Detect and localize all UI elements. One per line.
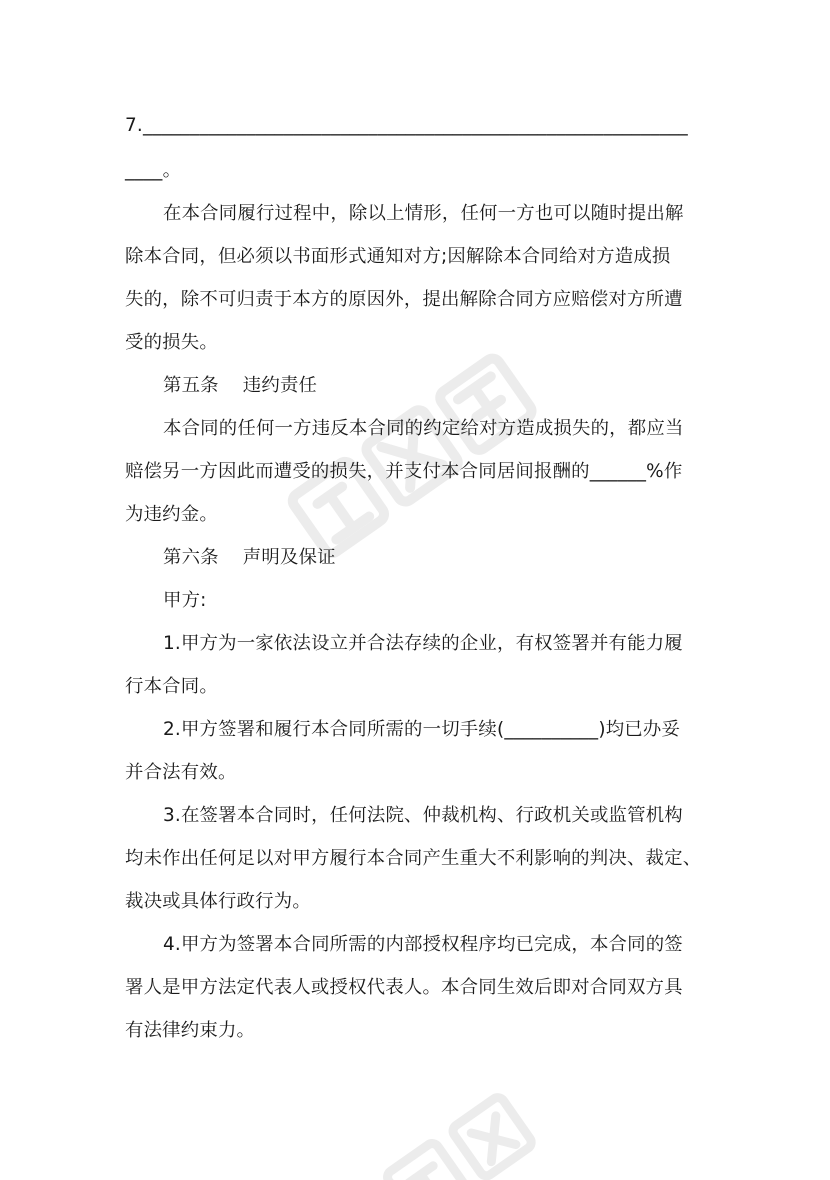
clause-7-continuation: ____。	[125, 160, 182, 181]
warranty-2-line-2: 并合法有效。	[125, 762, 237, 783]
warranty-4-line-3: 有法律约束力。	[125, 1020, 256, 1041]
article-5-number: 第五条	[163, 375, 219, 396]
warranty-1-line-2: 行本合同。	[125, 676, 218, 697]
paragraph-breach-line-1: 本合同的任何一方违反本合同的约定给对方造成损失的，都应当	[163, 418, 684, 439]
article-6-heading	[163, 545, 336, 571]
article-6-number: 第六条	[163, 547, 219, 568]
article-5-heading	[163, 373, 317, 399]
paragraph-termination-line-1: 在本合同履行过程中，除以上情形，任何一方也可以随时提出解	[163, 203, 684, 224]
warranty-1-line-1: 1.甲方为一家依法设立并合法存续的企业，有权签署并有能力履	[163, 633, 683, 654]
paragraph-breach-line-3: 为违约金。	[125, 504, 218, 525]
warranty-3-line-2: 均未作出任何足以对甲方履行本合同产生重大不利影响的判决、裁定、	[125, 848, 702, 869]
paragraph-termination-line-2: 除本合同，但必须以书面形式通知对方;因解除本合同给对方造成损	[125, 246, 671, 267]
watermark-logo-partial	[360, 1080, 580, 1180]
paragraph-termination-line-4: 受的损失。	[125, 332, 218, 353]
warranty-3-line-3: 裁决或具体行政行为。	[125, 891, 311, 912]
warranty-4-line-2: 署人是甲方法定代表人或授权代表人。本合同生效后即对合同双方具	[125, 977, 683, 998]
article-5-title: 违约责任	[242, 375, 318, 396]
warranty-3-line-1: 3.在签署本合同时，任何法院、仲裁机构、行政机关或监管机构	[163, 805, 683, 826]
clause-7-line: 7.__________________________________________________________	[125, 115, 688, 136]
paragraph-breach-line-2: 赔偿另一方因此而遭受的损失，并支付本合同居间报酬的______%作	[125, 461, 683, 482]
article-6-title: 声明及保证	[242, 547, 336, 568]
warranty-4-line-1: 4.甲方为签署本合同所需的内部授权程序均已完成，本合同的签	[163, 934, 683, 955]
paragraph-termination-line-3: 失的，除不可归责于本方的原因外，提出解除合同方应赔偿对方所遭	[125, 289, 683, 310]
party-a-label: 甲方:	[163, 590, 207, 611]
warranty-2-line-1: 2.甲方签署和履行本合同所需的一切手续(__________)均已办妥	[163, 719, 681, 740]
